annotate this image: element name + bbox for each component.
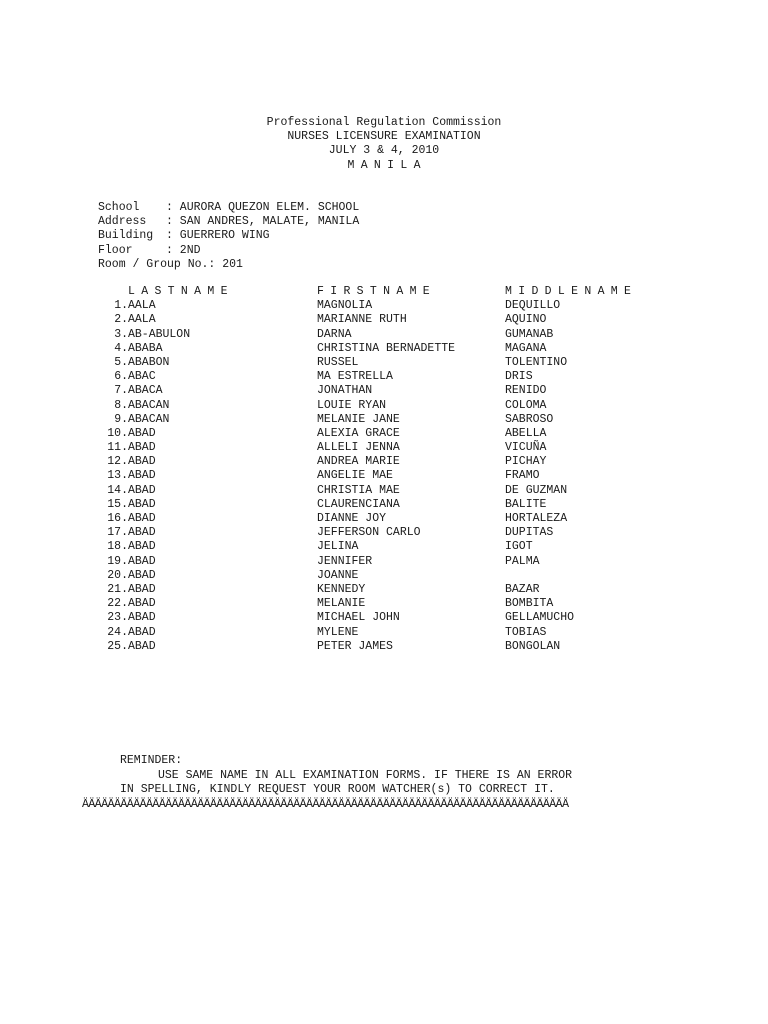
table-row — [100, 640, 700, 654]
lastname-cell: AALA — [128, 313, 156, 327]
table-row — [100, 413, 700, 427]
firstname-cell: PETER JAMES — [317, 639, 393, 653]
middlename-cell: DEQUILLO — [505, 299, 561, 313]
table-row — [100, 342, 700, 356]
lastname-cell: ABAD — [128, 426, 156, 440]
lastname-cell: ABAD — [128, 639, 156, 653]
floor-value: : 2ND — [166, 243, 201, 257]
lastname-cell: ABABA — [128, 341, 163, 355]
lastname-cell: ABABON — [128, 355, 170, 369]
middlename-cell: SABROSO — [505, 412, 554, 426]
row-number: 14. — [107, 483, 128, 497]
row-number: 4. — [114, 341, 128, 355]
lastname-cell: ABAD — [128, 497, 156, 511]
middlename-cell: RENIDO — [505, 384, 547, 398]
firstname-cell: MELANIE — [317, 597, 366, 611]
venue-info — [98, 201, 359, 272]
table-body — [100, 299, 700, 654]
middlename-cell: PALMA — [505, 554, 540, 568]
firstname-cell: KENNEDY — [317, 582, 366, 596]
row-number: 22. — [107, 597, 128, 611]
table-row — [100, 427, 700, 441]
table-row — [100, 597, 700, 611]
firstname-cell: RUSSEL — [317, 355, 359, 369]
row-number: 10. — [107, 426, 128, 440]
row-number: 7. — [114, 384, 128, 398]
row-number: 6. — [114, 370, 128, 384]
floor-row — [98, 244, 359, 258]
table-row — [100, 611, 700, 625]
address-value: : SAN ANDRES, MALATE, MANILA — [166, 215, 360, 229]
middlename-cell: ABELLA — [505, 426, 547, 440]
table-row — [100, 555, 700, 569]
exam-date: JULY 3 & 4, 2010 — [328, 144, 440, 158]
firstname-cell: MARIANNE RUTH — [317, 313, 407, 327]
middlename-cell: MAGANA — [505, 341, 547, 355]
firstname-cell: JOANNE — [317, 568, 359, 582]
row-number: 9. — [114, 412, 128, 426]
lastname-cell: ABAD — [128, 455, 156, 469]
firstname-cell: CHRISTIA MAE — [317, 483, 400, 497]
firstname-cell: MELANIE JANE — [317, 412, 400, 426]
row-number: 21. — [107, 582, 128, 596]
middlename-cell: AQUINO — [505, 313, 547, 327]
row-number: 20. — [107, 568, 128, 582]
table-row — [100, 441, 700, 455]
reminder-title: REMINDER: — [120, 754, 183, 767]
middlename-cell: DRIS — [505, 370, 533, 384]
row-number: 2. — [114, 313, 128, 327]
firstname-cell: JENNIFER — [317, 554, 373, 568]
exam-location: MANILA — [347, 158, 427, 172]
middlename-cell: TOLENTINO — [505, 355, 568, 369]
lastname-cell: ABAD — [128, 554, 156, 568]
lastname-cell: ABAD — [128, 582, 156, 596]
table-row — [100, 356, 700, 370]
table-row — [100, 328, 700, 342]
lastname-cell: ABAD — [128, 625, 156, 639]
middlename-cell: PICHAY — [505, 455, 547, 469]
lastname-cell: ABAD — [128, 597, 156, 611]
row-number: 11. — [107, 441, 128, 455]
lastname-cell: ABAD — [128, 512, 156, 525]
row-number: 1. — [114, 299, 128, 313]
table-row — [100, 583, 700, 597]
row-number: 23. — [107, 611, 128, 625]
firstname-cell: JEFFERSON CARLO — [317, 526, 421, 540]
row-number: 19. — [107, 554, 128, 568]
table-row — [100, 313, 700, 327]
reminder-line-2: IN SPELLING, KINDLY REQUEST YOUR ROOM WATCHER(s) TO CORRECT IT. — [120, 783, 555, 796]
firstname-cell: ALEXIA GRACE — [317, 426, 400, 440]
table-row — [100, 484, 700, 498]
table-header — [100, 285, 700, 299]
middlename-cell: TOBIAS — [505, 625, 547, 639]
table-row — [100, 569, 700, 583]
table-row — [100, 455, 700, 469]
firstname-column-header: FIRSTNAME — [317, 285, 437, 298]
table-row — [100, 370, 700, 384]
lastname-cell: ABAD — [128, 568, 156, 582]
lastname-cell: ABAD — [128, 441, 156, 455]
row-number: 17. — [107, 526, 128, 540]
lastname-cell: ABAD — [128, 483, 156, 497]
lastname-cell: ABAD — [128, 540, 156, 554]
document-header — [0, 116, 768, 173]
firstname-cell: MICHAEL JOHN — [317, 611, 400, 625]
middlename-cell: COLOMA — [505, 398, 547, 412]
middlename-cell: DUPITAS — [505, 526, 554, 540]
building-label: Building — [98, 229, 154, 243]
firstname-cell: JELINA — [317, 540, 359, 554]
lastname-cell: ABACA — [128, 384, 163, 398]
room-group-row: Room / Group No.: 201 — [98, 257, 243, 271]
examinee-table — [100, 285, 700, 654]
lastname-cell: ABAC — [128, 370, 156, 384]
firstname-cell: CLAURENCIANA — [317, 497, 400, 511]
school-row — [98, 201, 359, 215]
middlename-cell: BALITE — [505, 497, 547, 511]
row-number: 25. — [107, 639, 128, 653]
firstname-cell: ANDREA MARIE — [317, 455, 400, 469]
table-row — [100, 498, 700, 512]
firstname-cell: DIANNE JOY — [317, 512, 387, 525]
firstname-cell: MYLENE — [317, 625, 359, 639]
building-value: : GUERRERO WING — [166, 229, 270, 243]
table-row — [100, 540, 700, 554]
reminder-line-1: USE SAME NAME IN ALL EXAMINATION FORMS. IF THERE IS AN ERROR — [158, 768, 573, 782]
middlename-cell: IGOT — [505, 540, 533, 554]
row-number: 12. — [107, 455, 128, 469]
lastname-cell: AB-ABULON — [128, 327, 191, 341]
middlename-cell: FRAMO — [505, 469, 540, 483]
middlename-cell: DE GUZMAN — [505, 483, 568, 497]
lastname-cell: ABACAN — [128, 398, 170, 412]
table-row — [100, 469, 700, 483]
building-row — [98, 229, 359, 243]
firstname-cell: CHRISTINA BERNADETTE — [317, 341, 456, 355]
middlename-cell: GUMANAB — [505, 327, 554, 341]
firstname-cell: DARNA — [317, 327, 352, 341]
lastname-cell: ABAD — [128, 469, 156, 483]
middlename-cell: GELLAMUCHO — [505, 611, 575, 625]
row-number: 16. — [107, 512, 128, 525]
table-row — [100, 399, 700, 413]
separator-rule: ÄÄÄÄÄÄÄÄÄÄÄÄÄÄÄÄÄÄÄÄÄÄÄÄÄÄÄÄÄÄÄÄÄÄÄÄÄÄÄÄÄÄÄÄÄÄÄÄÄÄÄÄÄÄÄÄÄÄÄÄÄÄÄÄÄÄÄÄÄÄÄÄÄÄÄÄ — [82, 798, 569, 811]
firstname-cell: JONATHAN — [317, 384, 373, 398]
commission-title: Professional Regulation Commission — [266, 116, 502, 129]
row-number: 24. — [107, 625, 128, 639]
lastname-cell: ABAD — [128, 526, 156, 540]
exam-title: NURSES LICENSURE EXAMINATION — [287, 130, 481, 144]
lastname-column-header: LASTNAME — [128, 285, 234, 298]
middlename-cell: BOMBITA — [505, 597, 554, 611]
school-label: School — [98, 201, 140, 214]
table-row — [100, 299, 700, 313]
lastname-cell: ABAD — [128, 611, 156, 625]
row-number: 18. — [107, 540, 128, 554]
row-number: 5. — [114, 355, 128, 369]
row-number: 13. — [107, 469, 128, 483]
school-value: : AURORA QUEZON ELEM. SCHOOL — [166, 201, 360, 214]
row-number: 8. — [114, 398, 128, 412]
address-label: Address — [98, 215, 147, 229]
middlename-cell: BONGOLAN — [505, 639, 561, 653]
firstname-cell: ANGELIE MAE — [317, 469, 393, 483]
table-row — [100, 526, 700, 540]
middlename-cell: HORTALEZA — [505, 512, 568, 525]
row-number: 15. — [107, 497, 128, 511]
lastname-cell: ABACAN — [128, 412, 170, 426]
floor-label: Floor — [98, 243, 133, 257]
firstname-cell: MAGNOLIA — [317, 299, 373, 313]
middlename-column-header: MIDDLENAME — [505, 285, 638, 298]
lastname-cell: AALA — [128, 299, 156, 313]
address-row — [98, 215, 359, 229]
table-row — [100, 626, 700, 640]
row-number: 3. — [114, 327, 128, 341]
firstname-cell: ALLELI JENNA — [317, 441, 400, 455]
firstname-cell: LOUIE RYAN — [317, 398, 387, 412]
middlename-cell: VICUÑA — [505, 441, 547, 455]
table-row — [100, 384, 700, 398]
firstname-cell: MA ESTRELLA — [317, 370, 393, 384]
table-row — [100, 512, 700, 526]
reminder-block — [120, 754, 572, 798]
middlename-cell: BAZAR — [505, 582, 540, 596]
